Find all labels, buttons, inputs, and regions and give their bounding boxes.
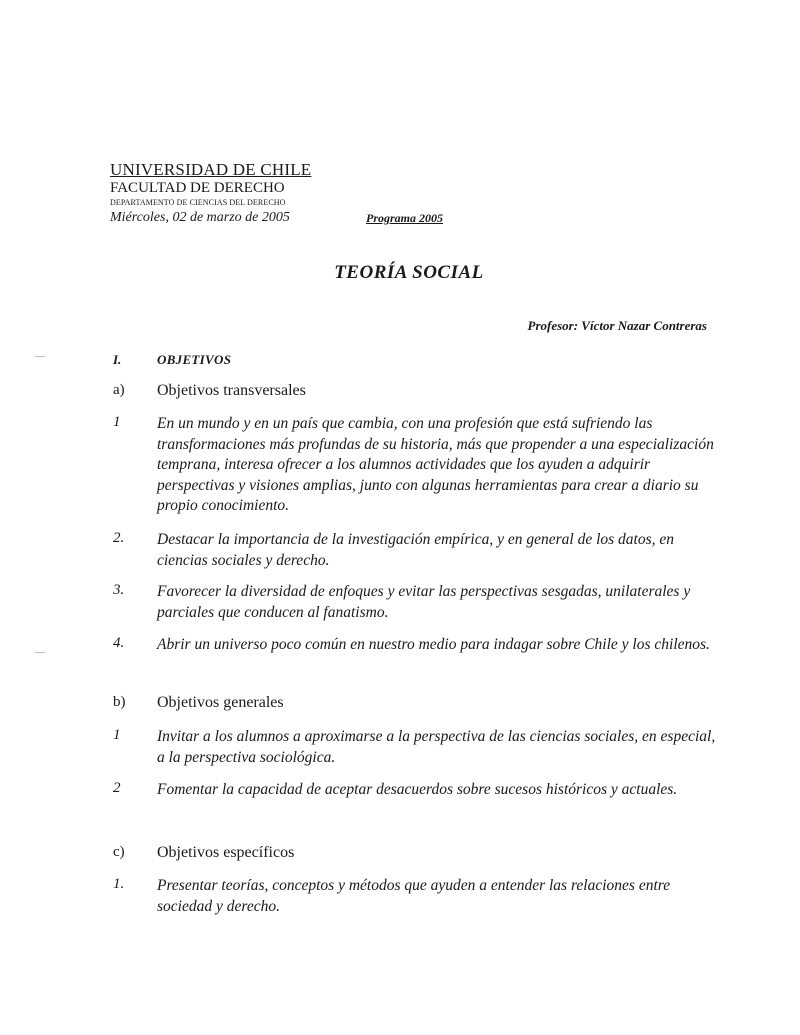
list-item-marker: 1 bbox=[113, 727, 121, 743]
subsection-title: Objetivos generales bbox=[157, 694, 284, 711]
subsection-marker: a) bbox=[113, 382, 125, 398]
list-item-text: En un mundo y en un país que cambia, con una profesión que está sufriendo las transformaciones más profundas de su historia, más que propender a una especialización temprana, interesa ofrecer a los alumnos actividades que los ayuden a adquirir perspectivas y visiones amplias, junto con algunas herramientas para crear a diario su propio conocimiento. bbox=[157, 415, 714, 514]
section-heading: OBJETIVOS bbox=[157, 352, 232, 367]
list-item-text: Invitar a los alumnos a aproximarse a la perspectiva de las ciencias sociales, en especial, a la perspectiva sociológica. bbox=[157, 728, 716, 766]
list-item-text: Presentar teorías, conceptos y métodos que ayuden a entender las relaciones entre sociedad y derecho. bbox=[157, 877, 671, 915]
university-name: UNIVERSIDAD DE CHILE bbox=[110, 160, 312, 179]
professor-name: Profesor: Víctor Nazar Contreras bbox=[527, 318, 707, 333]
subsection-marker: b) bbox=[113, 694, 126, 710]
subsection-title: Objetivos transversales bbox=[157, 382, 306, 399]
document-title: TEORÍA SOCIAL bbox=[334, 262, 484, 283]
program-label: Programa 2005 bbox=[366, 211, 444, 225]
scan-speck bbox=[35, 356, 45, 357]
list-item-text: Fomentar la capacidad de aceptar desacuerdos sobre sucesos históricos y actuales. bbox=[157, 781, 678, 798]
list-item-marker: 2 bbox=[113, 780, 121, 796]
list-item-marker: 2. bbox=[113, 530, 125, 546]
list-item-text: Destacar la importancia de la investigación empírica, y en general de los datos, en ciencias sociales y derecho. bbox=[157, 531, 675, 569]
list-item-text: Favorecer la diversidad de enfoques y evitar las perspectivas sesgadas, unilaterales y parciales que conducen al fanatismo. bbox=[157, 583, 691, 621]
department-name: DEPARTAMENTO DE CIENCIAS DEL DERECHO bbox=[110, 198, 286, 207]
subsection-marker: c) bbox=[113, 844, 125, 860]
list-item-text: Abrir un universo poco común en nuestro medio para indagar sobre Chile y los chilenos. bbox=[157, 636, 710, 653]
list-item-marker: 4. bbox=[113, 635, 125, 651]
document-date: Miércoles, 02 de marzo de 2005 bbox=[110, 210, 290, 225]
section-number: I. bbox=[113, 352, 122, 367]
list-item-marker: 1. bbox=[113, 876, 125, 892]
list-item-marker: 3. bbox=[113, 582, 125, 598]
list-item-marker: 1 bbox=[113, 414, 121, 430]
subsection-title: Objetivos específicos bbox=[157, 844, 295, 861]
faculty-name: FACULTAD DE DERECHO bbox=[110, 180, 285, 196]
scan-speck bbox=[35, 652, 45, 653]
